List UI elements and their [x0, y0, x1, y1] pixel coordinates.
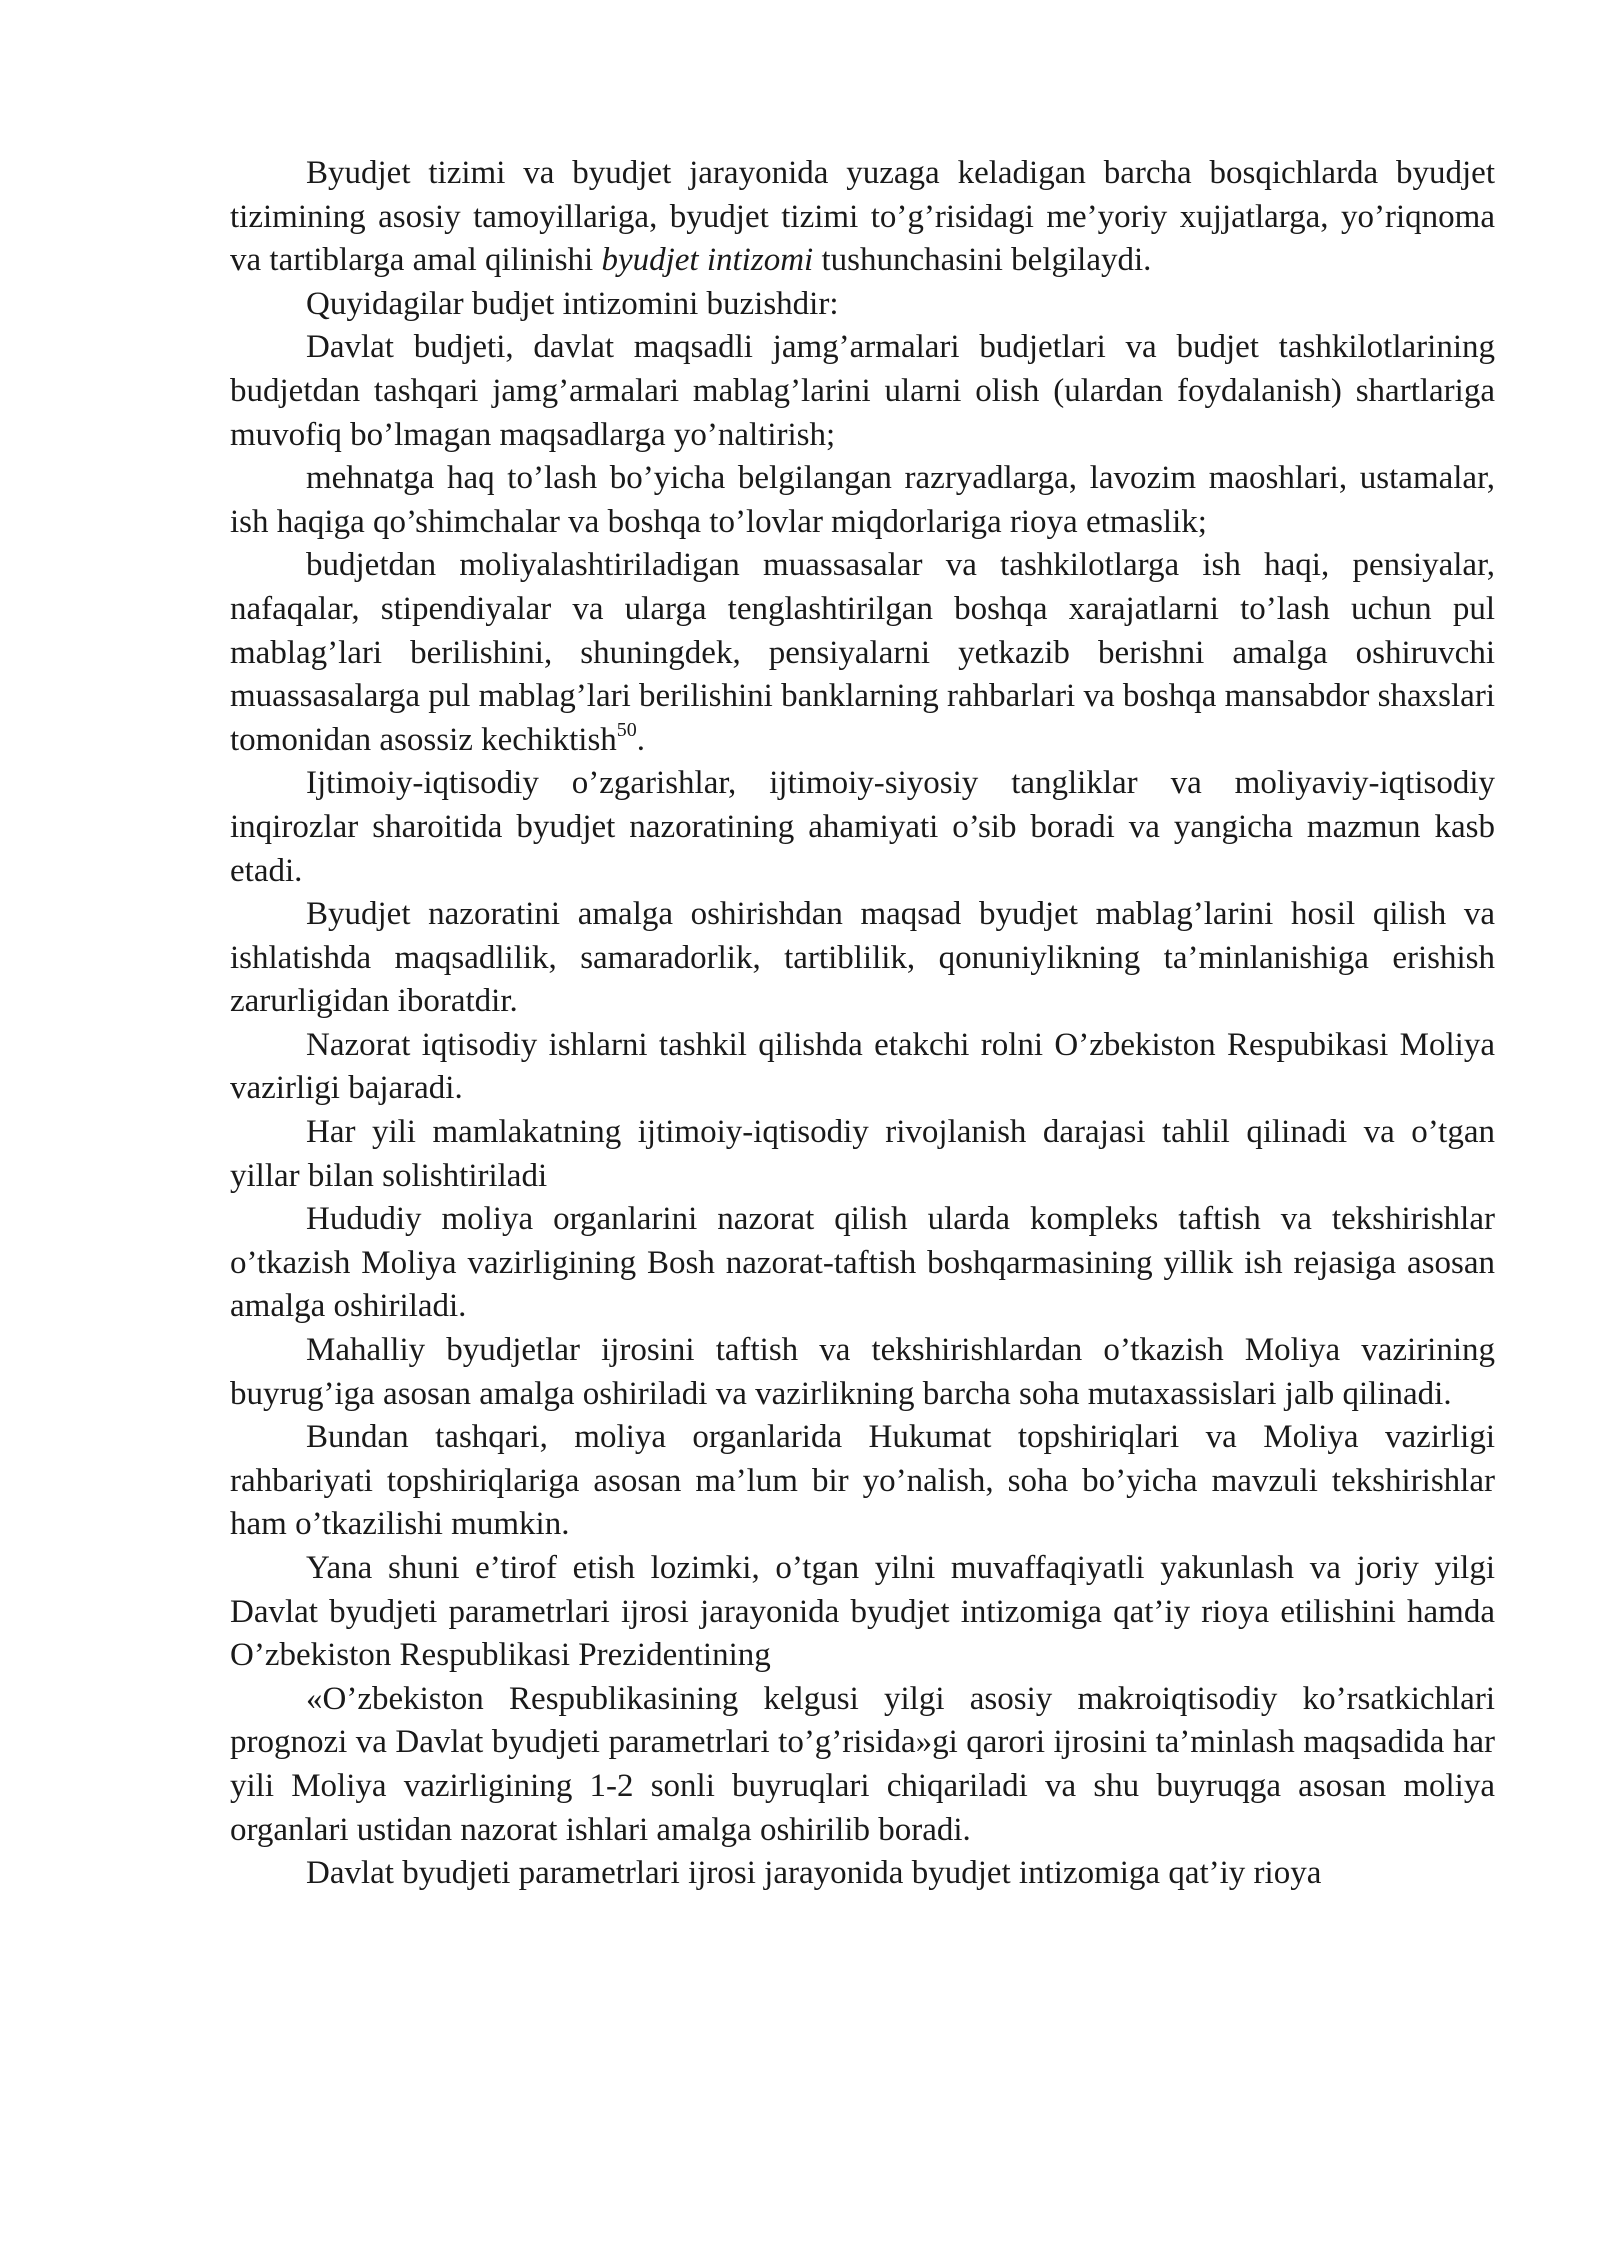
paragraph-15: Davlat byudjeti parametrlari ijrosi jarayonida byudjet intizomiga qat’iy rioya [306, 1855, 1322, 1892]
paragraph-1-text-end: tushunchasini belgilaydi. [813, 242, 1152, 279]
paragraph-5-text: budjetdan moliyalashtiriladigan muassasalar va tashkilotlarga ish haqi, pensiyalar, nafaqalar, stipendiyalar va ularga tenglashtirilgan boshqa xarajatlarni to’lash uchun pul mablag’lari berilishini, shuningdek, pensiyalarni yetkazib berishni amalga oshiruvchi muassasalarga pul mablag’lari berilishini banklarning rahbarlari va boshqa mansabdor shaxslari tomonidan asossiz kechiktish [230, 547, 1495, 758]
paragraph-1 [230, 152, 1495, 283]
paragraph-13: Yana shuni e’tirof etish lozimki, o’tgan yilni muvaffaqiyatli yakunlash va joriy yilgi Davlat byudjeti parametrlari ijrosi jarayonida byudjet intizomiga qat’iy rioya etilishini hamda O’zbekiston Respublikasi Prezidentining [230, 1550, 1495, 1674]
paragraph-10: Hududiy moliya organlarini nazorat qilish ularda kompleks taftish va tekshirishlar o’tkazish Moliya vazirligining Bosh nazorat-taftish boshqarmasining yillik ish rejasiga asosan amalga oshiriladi. [230, 1201, 1495, 1325]
paragraph-14: «O’zbekiston Respublikasining kelgusi yilgi asosiy makroiqtisodiy ko’rsatkichlari prognozi va Davlat byudjeti parametrlari to’g’risida»gi qarori ijrosini ta’minlash maqsadida har yili Moliya vazirligining 1-2 sonli buyruqlari chiqariladi va shu buyruqga asosan moliya organlari ustidan nazorat ishlari amalga oshirilib boradi. [230, 1680, 1495, 1848]
paragraph-5-end: . [636, 721, 646, 758]
paragraph-2: Quyidagilar budjet intizomini buzishdir: [306, 285, 839, 322]
paragraph-9: Har yili mamlakatning ijtimoiy-iqtisodiy rivojlanish darajasi tahlil qilinadi va o’tgan yillar bilan solishtiriladi [230, 1114, 1495, 1194]
term-byudjet-intizomi: byudjet intizomi [601, 242, 814, 279]
document-page [230, 152, 1495, 1896]
paragraph-11: Mahalliy byudjetlar ijrosini taftish va tekshirishlardan o’tkazish Moliya vazirining buyrug’iga asosan amalga oshiriladi va vazirlikning barcha soha mutaxassislari jalb qilinadi. [230, 1332, 1495, 1412]
paragraph-3: Davlat budjeti, davlat maqsadli jamg’armalari budjetlari va budjet tashkilotlarining budjetdan tashqari jamg’armalari mablag’larini ularni olish (ulardan foydalanish) shartlariga muvofiq bo’lmagan maqsadlarga yo’naltirish; [230, 329, 1495, 453]
paragraph-7: Byudjet nazoratini amalga oshirishdan maqsad byudjet mablag’larini hosil qilish va ishlatishda maqsadlilik, samaradorlik, tartiblilik, qonuniylikning ta’minlanishiga erishish zarurligidan iboratdir. [230, 896, 1495, 1020]
paragraph-8: Nazorat iqtisodiy ishlarni tashkil qilishda etakchi rolni O’zbekiston Respubikasi Moliya vazirligi bajaradi. [230, 1026, 1495, 1107]
paragraph-4: mehnatga haq to’lash bo’yicha belgilangan razryadlarga, lavozim maoshlari, ustamalar, ish haqiga qo’shimchalar va boshqa to’lovlar miqdorlariga rioya etmaslik; [230, 460, 1495, 540]
footnote-ref-50[interactable]: 50 [616, 718, 637, 741]
paragraph-12: Bundan tashqari, moliya organlarida Hukumat topshiriqlari va Moliya vazirligi rahbariyati topshiriqlariga asosan ma’lum bir yo’nalish, soha bo’yicha mavzuli tekshirishlar ham o’tkazilishi mumkin. [230, 1419, 1495, 1543]
paragraph-5 [230, 544, 1495, 762]
paragraph-6: Ijtimoiy-iqtisodiy o’zgarishlar, ijtimoiy-siyosiy tangliklar va moliyaviy-iqtisodiy inqirozlar sharoitida byudjet nazoratining ahamiyati o’sib boradi va yangicha mazmun kasb etadi. [230, 765, 1495, 889]
paragraph-1-text-start: Byudjet tizimi va byudjet jarayonida yuzaga keladigan barcha bosqichlarda byudjet tizimining asosiy tamoyillariga, byudjet tizimi to’g’risidagi me’yoriy xujjatlarga, yo’riqnoma va tartiblarga amal qilinishi [230, 155, 1495, 279]
